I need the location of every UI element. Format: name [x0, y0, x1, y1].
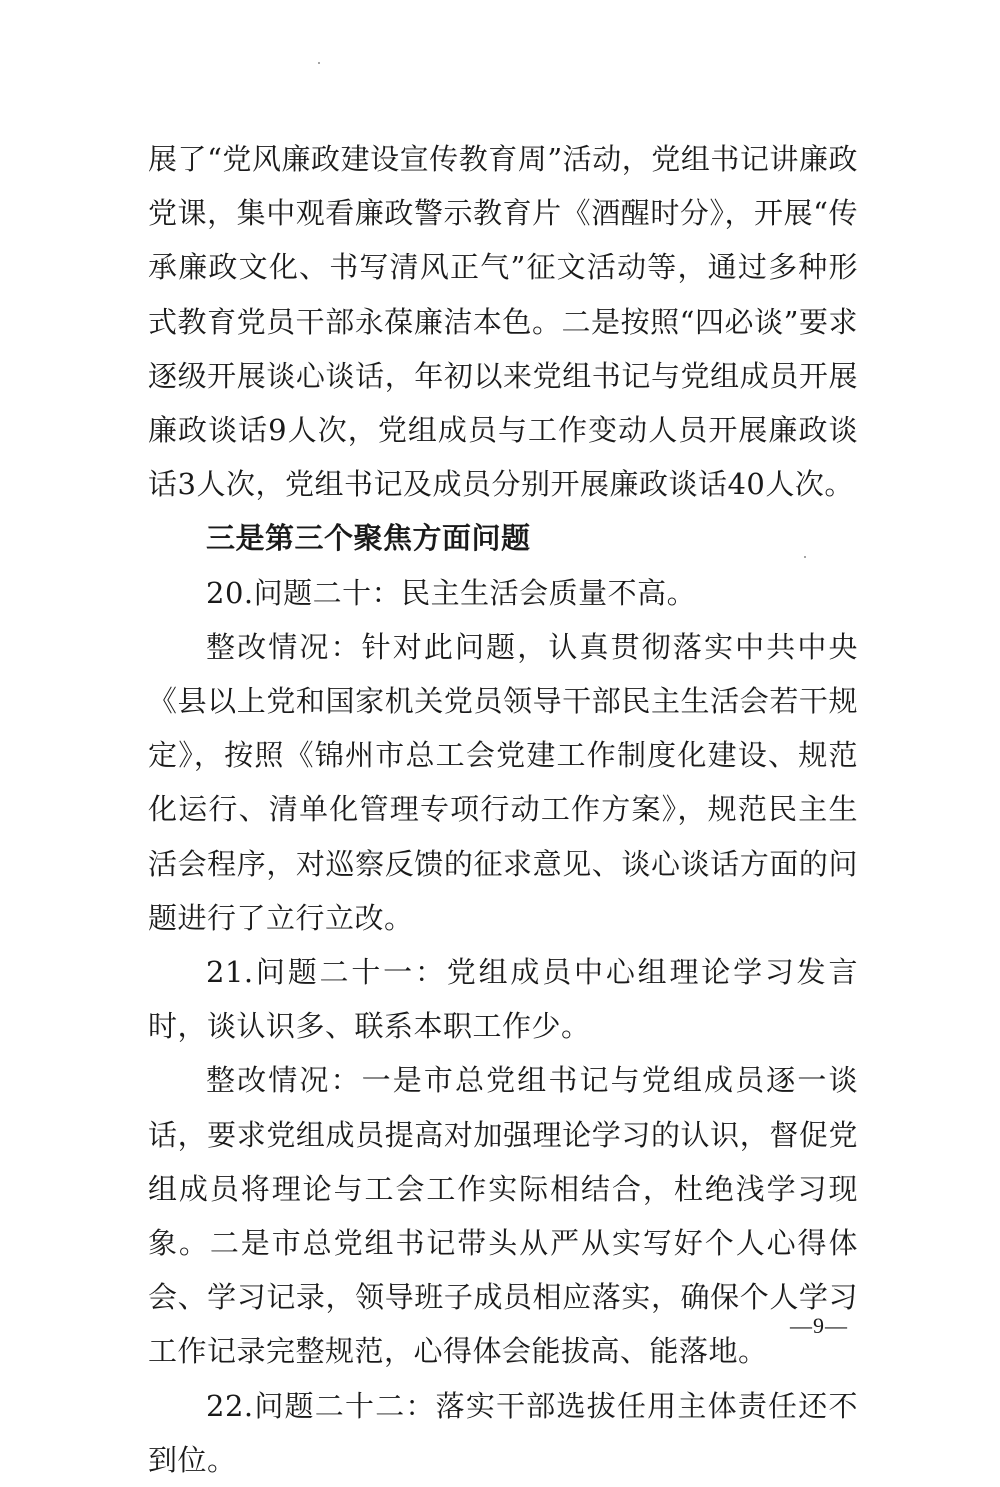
document-body	[148, 132, 858, 1487]
issue-20-rectification: 整改情况：针对此问题，认真贯彻落实中共中央《县以上党和国家机关党员领导干部民主生活会若干规定》，按照《锦州市总工会党建工作制度化建设、规范化运行、清单化管理专项行动工作方案》，规范民主生活会程序，对巡察反馈的征求意见、谈心谈话方面的问题进行了立行立改。	[148, 629, 858, 935]
scan-speck	[318, 62, 320, 64]
paragraph-continuation: 展了“党风廉政建设宣传教育周”活动，党组书记讲廉政党课，集中观看廉政警示教育片《酒醒时分》，开展“传承廉政文化、书写清风正气”征文活动等，通过多种形式教育党员干部永葆廉洁本色。二是按照“四必谈”要求逐级开展谈心谈话，年初以来党组书记与党组成员开展廉政谈话9人次，党组成员与工作变动人员开展廉政谈话3人次，党组书记及成员分别开展廉政谈话40人次。	[148, 142, 858, 502]
issue-21-rectification: 整改情况：一是市总党组书记与党组成员逐一谈话，要求党组成员提高对加强理论学习的认识，督促党组成员将理论与工会工作实际相结合，杜绝浅学习现象。二是市总党组书记带头从严从实写好个人心得体会、学习记录，领导班子成员相应落实，确保个人学习工作记录完整规范，心得体会能拔高、能落地。	[148, 1063, 858, 1369]
section-heading: 三是第三个聚焦方面问题	[206, 521, 531, 556]
issue-21-title: 21.问题二十一：党组成员中心组理论学习发言时，谈认识多、联系本职工作少。	[148, 955, 858, 1044]
issue-22-title: 22.问题二十二：落实干部选拔任用主体责任还不到位。	[148, 1388, 858, 1477]
issue-20-title: 20.问题二十：民主生活会质量不高。	[206, 575, 697, 610]
page-number: —9—	[790, 1313, 848, 1338]
